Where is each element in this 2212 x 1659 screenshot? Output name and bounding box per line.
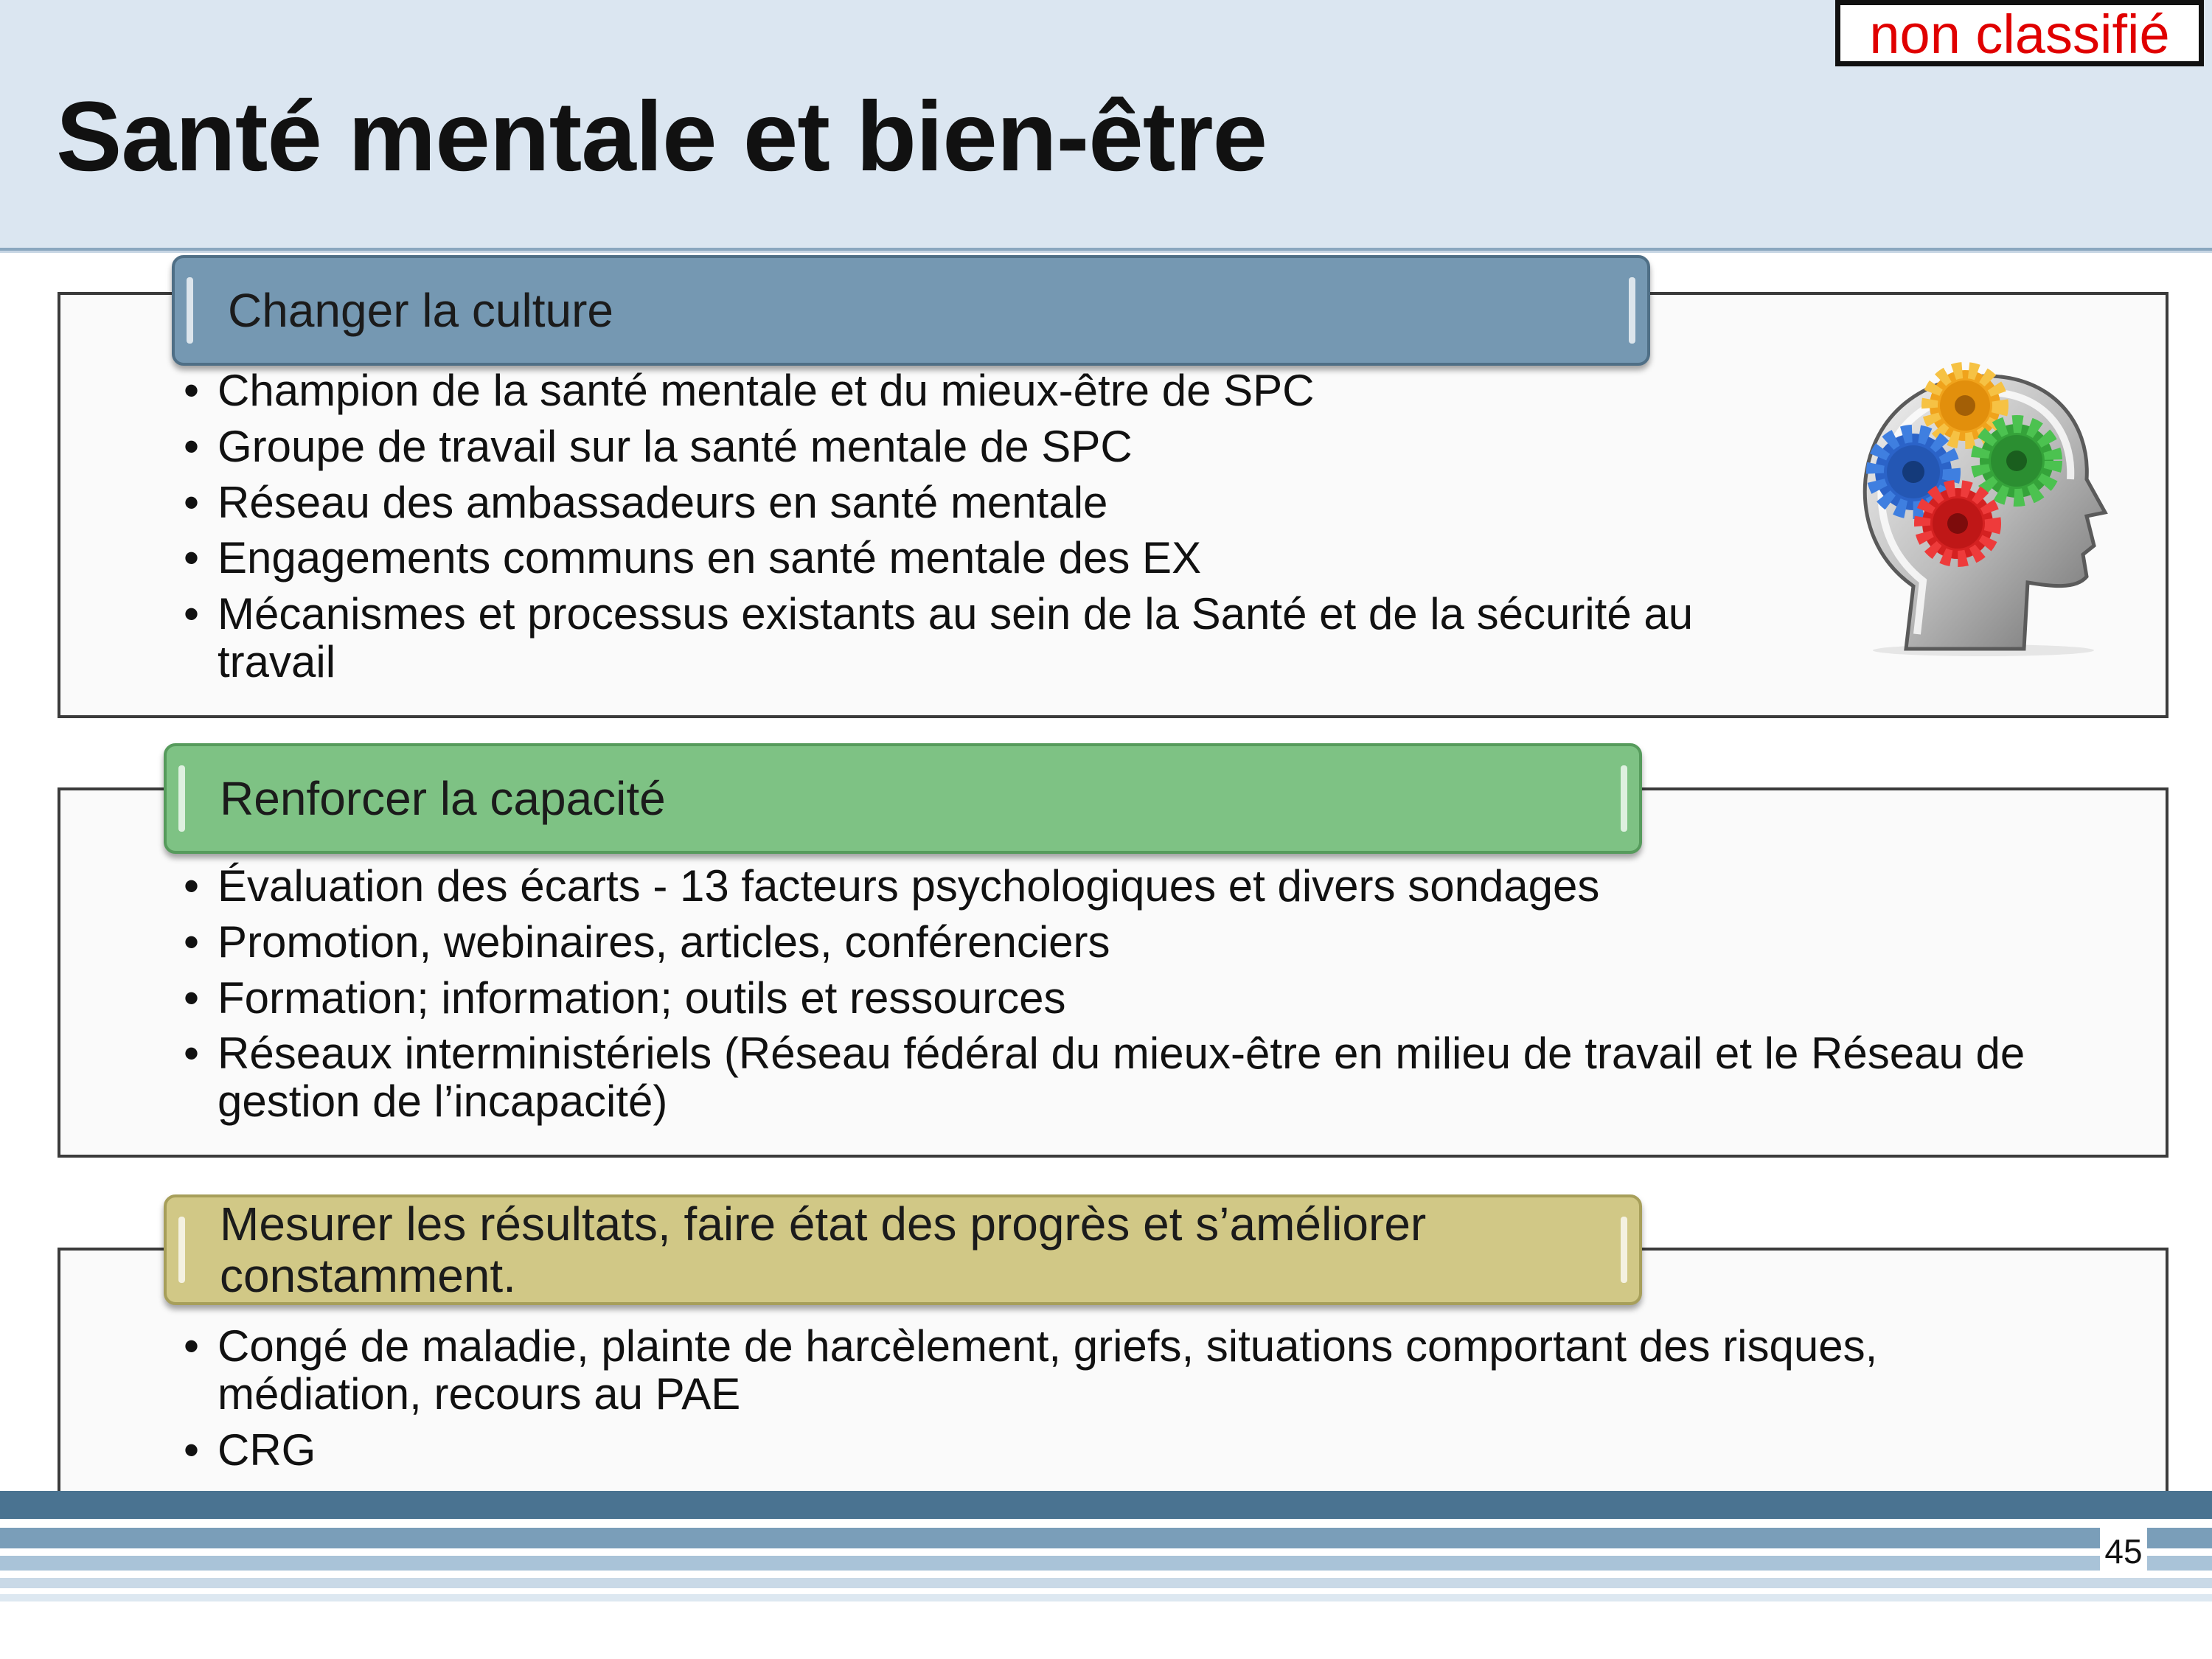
list-item: • Réseau des ambassadeurs en santé mentale [218,479,1810,527]
list-item: • Groupe de travail sur la santé mentale de SPC [218,423,1810,471]
footer-band [0,1548,2212,1556]
head-with-gears-icon [1843,361,2124,656]
list-item: • Formation; information; outils et ressources [218,975,2090,1023]
footer-band [0,1528,2212,1548]
footer-band [0,1571,2212,1578]
footer-band [0,1491,2212,1519]
list-item: • Congé de maladie, plainte de harcèlement, griefs, situations comportant des risques, médiation, recours au PAE [218,1323,2090,1419]
footer-band [0,1588,2212,1594]
classification-label: non classifié [1835,0,2204,66]
list-item: • Mécanismes et processus existants au sein de la Santé et de la sécurité au travail [218,591,1810,686]
list-item: • CRG [218,1427,2090,1475]
footer-band [0,1556,2212,1571]
section-list-capacity [218,863,2090,1134]
section-heading-capacity [164,743,1642,854]
section-list-culture [218,367,1810,695]
list-item: • Champion de la santé mentale et du mieux-être de SPC [218,367,1810,415]
list-item: • Promotion, webinaires, articles, conférenciers [218,919,2090,967]
list-item: • Réseaux interministériels (Réseau fédéral du mieux-être en milieu de travail et le Réseau de gestion de l’incapacité) [218,1030,2090,1126]
list-item: • Engagements communs en santé mentale des EX [218,535,1810,582]
footer-band [0,1519,2212,1528]
footer-band [0,1578,2212,1588]
page-number: 45 [2100,1526,2147,1576]
section-heading-culture [172,255,1650,366]
section-heading-text: Changer la culture [228,283,613,337]
list-item: • Évaluation des écarts - 13 facteurs psychologiques et divers sondages [218,863,2090,911]
section-heading-text: Mesurer les résultats, faire état des progrès et s’améliorer constamment. [220,1197,1427,1302]
header-divider-light [0,251,2212,253]
section-heading-text: Renforcer la capacité [220,771,666,825]
slide-title: Santé mentale et bien-être [56,82,1267,192]
section-heading-results [164,1194,1642,1305]
footer-band [0,1594,2212,1601]
section-list-results [218,1323,2090,1482]
